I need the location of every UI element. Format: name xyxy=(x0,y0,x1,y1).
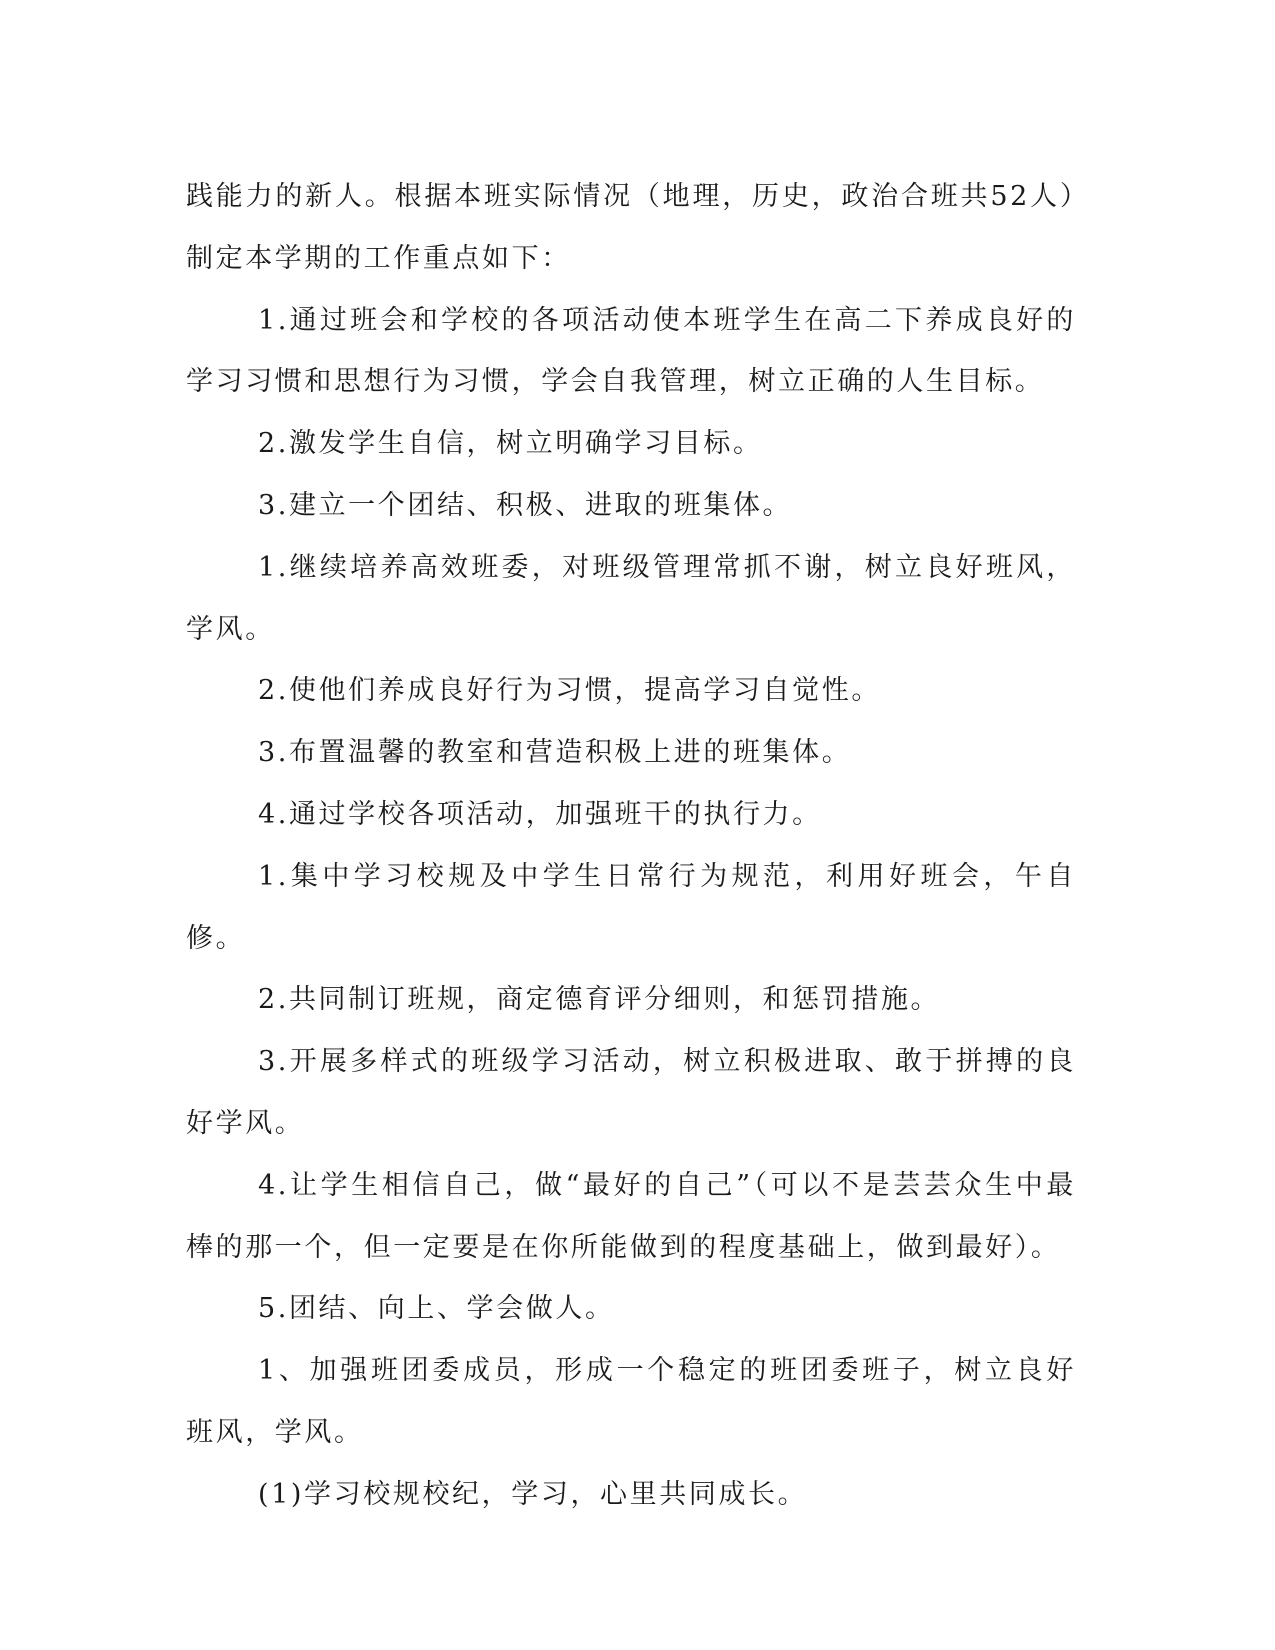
paragraph-14: 1、加强班团委成员，形成一个稳定的班团委班子，树立良好班风，学风。 xyxy=(186,1355,1076,1448)
paragraph-8: 4.通过学校各项活动，加强班干的执行力。 xyxy=(258,798,822,830)
document-body xyxy=(186,166,1076,1526)
paragraph-12: 4.让学生相信自己，做“最好的自己”（可以不是芸芸众生中最棒的那一个，但一定要是在你所能做到的程度基础上，做到最好）。 xyxy=(186,1169,1076,1263)
paragraph-13: 5.团结、向上、学会做人。 xyxy=(258,1293,615,1325)
paragraph-15: (1)学习校规校纪，学习，心里共同成长。 xyxy=(258,1478,808,1510)
paragraph-7: 3.布置温馨的教室和营造积极上进的班集体。 xyxy=(258,737,852,769)
paragraph-10: 2.共同制订班规，商定德育评分细则，和惩罚措施。 xyxy=(258,984,941,1016)
paragraph-2: 1.通过班会和学校的各项活动使本班学生在高二下养成良好的学习习惯和思想行为习惯，学会自我管理，树立正确的人生目标。 xyxy=(186,304,1076,398)
paragraph-6: 2.使他们养成良好行为习惯，提高学习自觉性。 xyxy=(258,675,881,707)
paragraph-4: 3.建立一个团结、积极、进取的班集体。 xyxy=(258,489,793,521)
paragraph-1: 践能力的新人。根据本班实际情况（地理，历史，政治合班共52人）制定本学期的工作重点如下： xyxy=(186,181,1076,274)
paragraph-3: 2.激发学生自信，树立明确学习目标。 xyxy=(258,428,763,460)
paragraph-5: 1.继续培养高效班委，对班级管理常抓不谢，树立良好班风，学风。 xyxy=(186,551,1076,645)
paragraph-11: 3.开展多样式的班级学习活动，树立积极进取、敢于拼搏的良好学风。 xyxy=(186,1046,1076,1139)
paragraph-9: 1.集中学习校规及中学生日常行为规范，利用好班会，午自修。 xyxy=(186,860,1076,954)
